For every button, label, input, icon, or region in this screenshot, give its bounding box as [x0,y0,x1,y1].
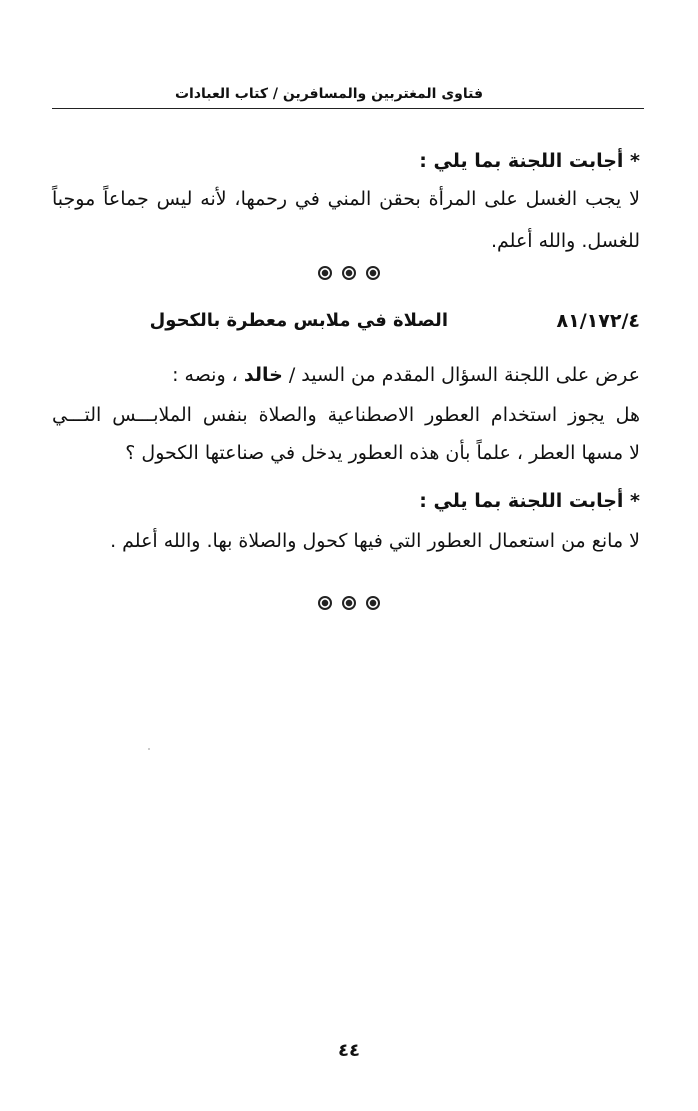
ornament-circle-icon [366,266,380,280]
answer-text-line: للغسل. والله أعلم. [490,230,640,252]
section-number: ٨١/١٧٢/٤ [556,310,640,332]
ornament-circle-icon [342,596,356,610]
asker-name: خالد [243,364,283,386]
question-text-line: هل يجوز استخدام العطور الاصطناعية والصلاة بنفس الملابـــس التـــي [52,404,640,426]
page-number: ٤٤ [338,1040,360,1061]
question-intro-before: عرض على اللجنة السؤال المقدم من السيد / [282,364,640,386]
scan-speck [148,748,150,750]
section-title: الصلاة في ملابس معطرة بالكحول [149,310,448,331]
header-rule [52,108,644,109]
ornament-circle-icon [342,266,356,280]
question-intro [172,362,640,388]
answer-label: * أجابت اللجنة بما يلي : [419,490,640,512]
ornament-circle-icon [366,596,380,610]
section-divider-ornament [0,596,698,614]
question-intro-after: ، ونصه : [172,364,244,386]
ornament-circle-icon [318,266,332,280]
answer-text-line: لا مانع من استعمال العطور التي فيها كحول والصلاة بها. والله أعلم . [110,530,640,552]
ornament-circle-icon [318,596,332,610]
section-divider-ornament [0,266,698,284]
answer-label: * أجابت اللجنة بما يلي : [419,150,640,172]
answer-text-line: لا يجب الغسل على المرأة بحقن المني في رحمها، لأنه ليس جماعاً موجباً [52,188,640,210]
question-text-line: لا مسها العطر ، علماً بأن هذه العطور يدخل في صناعتها الكحول ؟ [125,442,640,464]
running-header: فتاوى المغتربين والمسافرين / كتاب العبادات [174,86,483,102]
